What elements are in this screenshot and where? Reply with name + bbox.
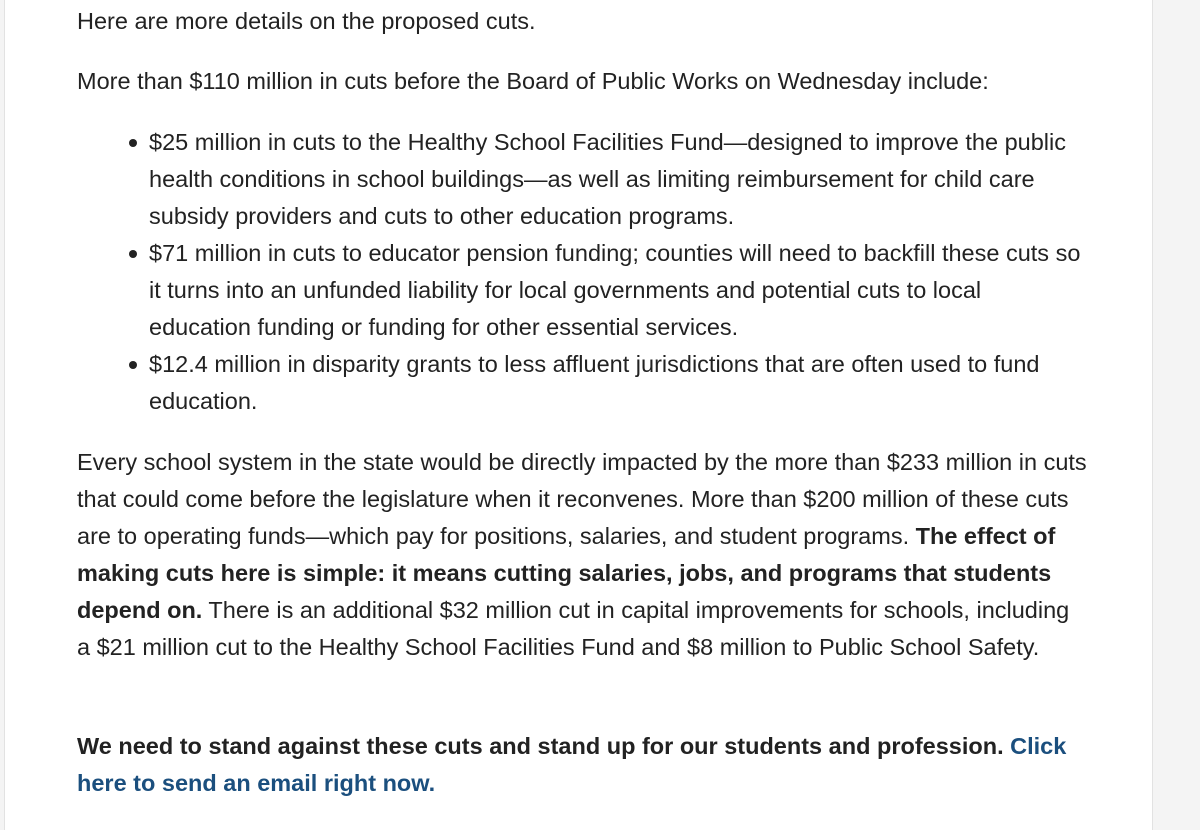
bullet-icon	[129, 361, 137, 369]
list-item	[149, 346, 1087, 420]
intro-paragraph: Here are more details on the proposed cuts.	[77, 8, 536, 34]
impact-bold-text: The effect of making cuts here is simple: it means cutting salaries, jobs, and programs that students depend on.	[77, 523, 1056, 623]
impact-paragraph	[77, 444, 1087, 666]
call-bold-text: We need to stand against these cuts and stand up for our students and profession.	[77, 733, 1004, 759]
article-page	[4, 0, 1153, 830]
bullet-icon	[129, 250, 137, 258]
list-item	[149, 235, 1087, 346]
impact-text-1: Every school system in the state would be directly impacted by the more than $233 million in cuts that could come before the legislature when it reconvenes. More than $200 million of these cuts are to operating funds—which pay for positions, salaries, and student programs.	[77, 449, 1087, 549]
list-item	[149, 124, 1087, 235]
cut-item-text: $12.4 million in disparity grants to less affluent jurisdictions that are often used to fund education.	[149, 351, 1040, 414]
bullet-icon	[129, 139, 137, 147]
bpw-lead-paragraph: More than $110 million in cuts before the Board of Public Works on Wednesday include:	[77, 68, 989, 94]
send-email-link[interactable]: Click here to send an email right now.	[77, 733, 1067, 796]
impact-text-2: There is an additional $32 million cut in capital improvements for schools, including a $21 million cut to the Healthy School Facilities Fund and $8 million to Public School Safety.	[77, 597, 1070, 660]
cut-item-text: $71 million in cuts to educator pension funding; counties will need to backfill these cuts so it turns into an unfunded liability for local governments and potential cuts to local education funding or funding for other essential services.	[149, 240, 1081, 340]
cuts-list	[77, 124, 1087, 420]
call-to-action-paragraph	[77, 728, 1087, 802]
cut-item-text: $25 million in cuts to the Healthy School Facilities Fund—designed to improve the public health conditions in school buildings—as well as limiting reimbursement for child care subsidy providers and cuts to other education programs.	[149, 129, 1066, 229]
